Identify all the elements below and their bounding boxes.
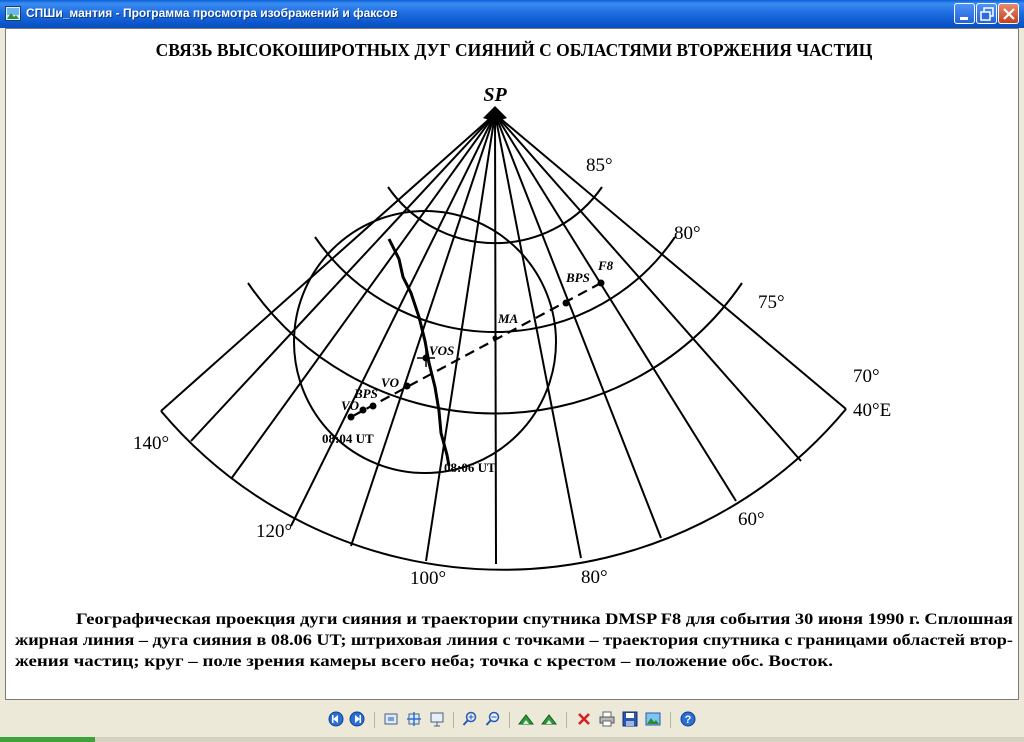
close-button[interactable] (998, 3, 1019, 24)
help-icon[interactable] (680, 711, 696, 727)
label-bps-top: BPS (566, 270, 590, 285)
latitude-label-70: 70° (853, 366, 880, 387)
figure-image (6, 29, 1019, 700)
caption-line-1: Географическая проекция дуги сияния и траектории спутника DMSP F8 для события 30 июня 1990 г. Сплошная (76, 611, 1014, 628)
minimize-icon (955, 4, 976, 25)
longitude-label-80: 80° (581, 567, 608, 588)
label-bps-bottom: BPS (354, 386, 378, 401)
pole-label: SP (483, 84, 507, 106)
print-icon[interactable] (599, 711, 615, 727)
longitude-label-140: 140° (133, 433, 170, 454)
label-time-start: 08:04 UT (322, 431, 374, 446)
longitude-label-60: 60° (738, 509, 765, 530)
toolbar-separator (374, 712, 375, 728)
toolbar-separator (453, 712, 454, 728)
label-ma: MA (498, 311, 519, 326)
restore-button[interactable] (976, 3, 997, 24)
image-viewer-icon (5, 6, 21, 21)
slideshow-icon[interactable] (429, 711, 445, 727)
rotate-clockwise-icon[interactable] (518, 711, 534, 727)
save-icon[interactable] (622, 711, 638, 727)
viewer-toolbar (0, 704, 1024, 734)
caption-line-3: жения частиц; круг – поле зрения камеры всего неба; точка с крестом – положение обс. Восток. (15, 653, 833, 670)
minimize-button[interactable] (954, 3, 975, 24)
actual-size-icon[interactable] (406, 711, 422, 727)
window-title: СПШи_мантия - Программа просмотра изображений и факсов (26, 6, 398, 20)
latitude-label-80: 80° (674, 223, 701, 244)
label-vo-lower: VO (341, 398, 360, 413)
label-vos: VOS (429, 343, 455, 358)
delete-icon[interactable] (576, 711, 592, 727)
toolbar-separator (566, 712, 567, 728)
longitude-label-100: 100° (410, 568, 447, 589)
latitude-label-85: 85° (586, 155, 613, 176)
best-fit-icon[interactable] (383, 711, 399, 727)
longitude-label-120: 120° (256, 521, 293, 542)
zoom-in-icon[interactable] (462, 711, 478, 727)
title-bar (0, 0, 1024, 28)
previous-image-icon[interactable] (328, 711, 344, 727)
toolbar-separator (509, 712, 510, 728)
label-time-arc: 08:06 UT (444, 460, 496, 475)
longitude-label-40e: 40°E (853, 400, 892, 421)
next-image-icon[interactable] (349, 711, 365, 727)
zoom-out-icon[interactable] (485, 711, 501, 727)
label-f8: F8 (598, 258, 614, 273)
svg-text:?: ? (684, 714, 692, 726)
figure-caption (15, 611, 1013, 670)
label-vo-upper: VO (381, 375, 400, 390)
rotate-counterclockwise-icon[interactable] (541, 711, 557, 727)
taskbar-start-edge (0, 737, 95, 742)
latitude-label-75: 75° (758, 292, 785, 313)
restore-icon (977, 4, 998, 25)
status-bar (0, 737, 1024, 742)
open-editor-icon[interactable] (645, 711, 661, 727)
close-icon (999, 4, 1020, 25)
caption-line-2: жирная линия – дуга сияния в 08.06 UT; штриховая линия с точками – траектория спутника с границами областей втор- (15, 632, 1013, 649)
figure-heading: СВЯЗЬ ВЫСОКОШИРОТНЫХ ДУГ СИЯНИЙ С ОБЛАСТЯМИ ВТОРЖЕНИЯ ЧАСТИЦ (155, 40, 873, 60)
meridian-lines (161, 114, 846, 564)
image-viewport[interactable] (5, 28, 1019, 700)
toolbar-separator (670, 712, 671, 728)
